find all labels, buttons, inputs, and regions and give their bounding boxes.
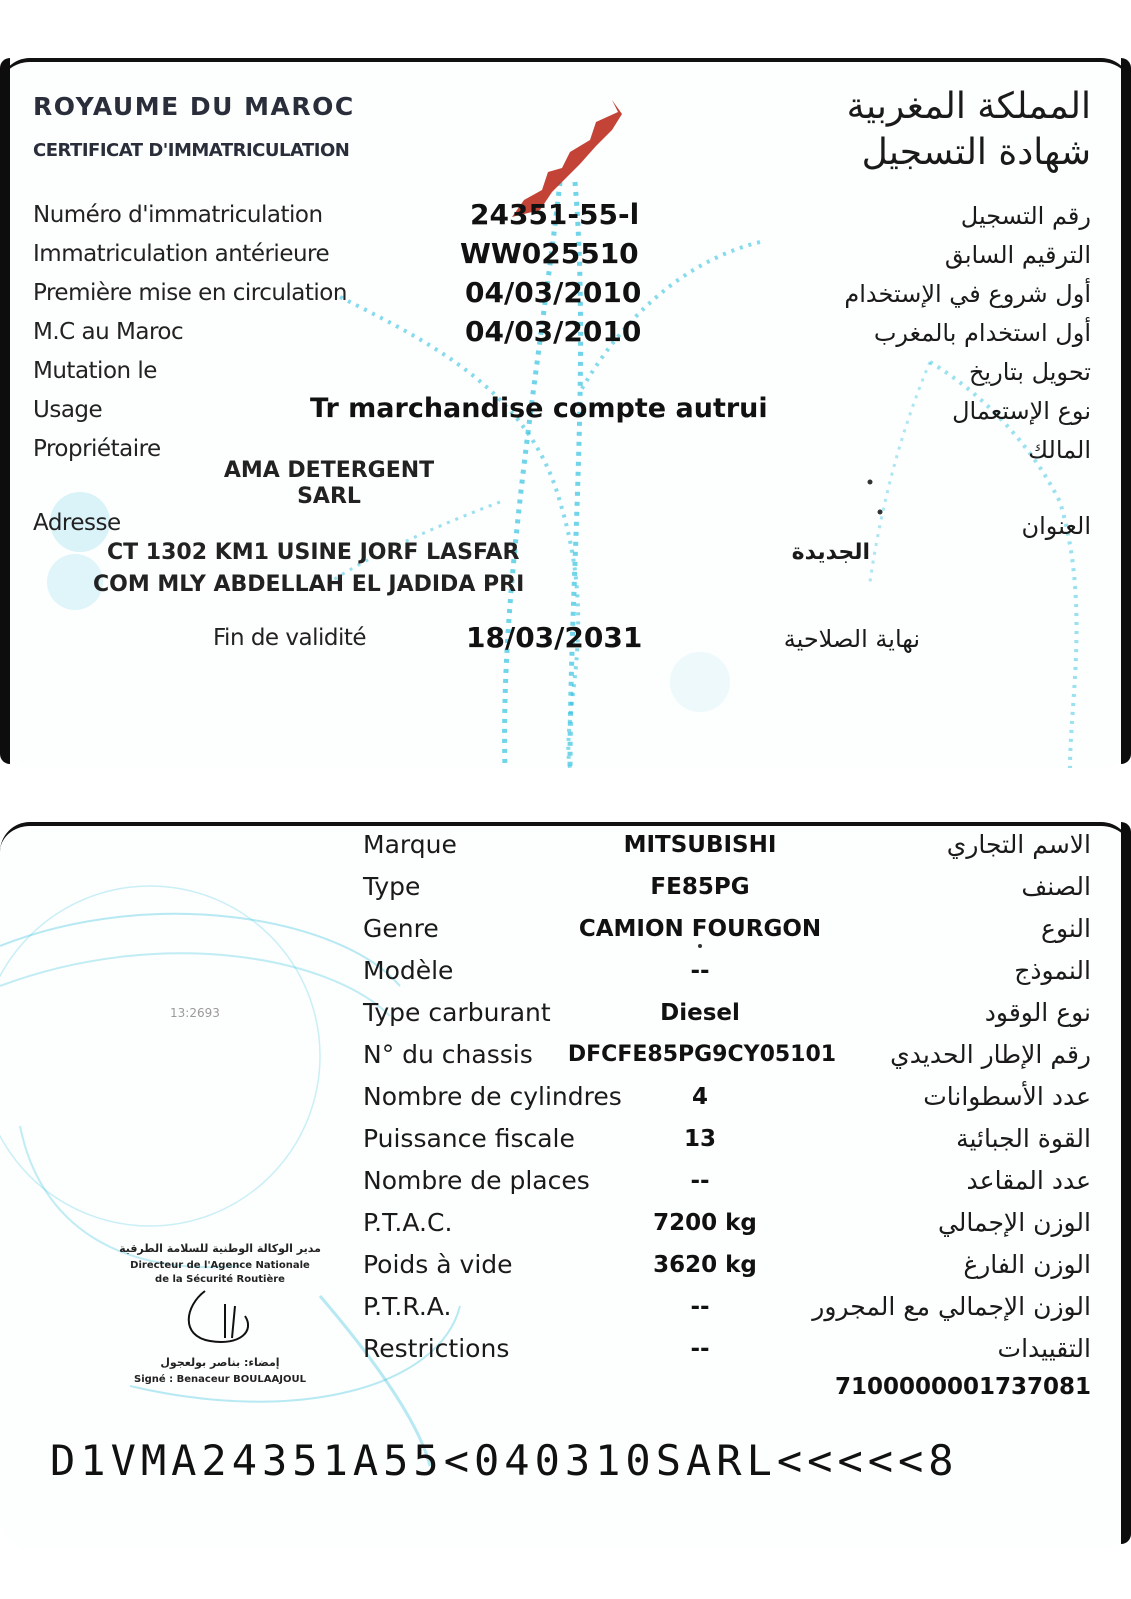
signature-title-fr1: Directeur de l'Agence Nationale (130, 1260, 310, 1271)
ptac-label: P.T.A.C. (363, 1208, 453, 1237)
serial-number: 7100000001737081 (834, 1374, 1091, 1400)
genre-label-ar: النوع (1041, 914, 1091, 943)
seats-label: Nombre de places (363, 1166, 590, 1195)
usage-value: Tr marchandise compte autrui (310, 393, 768, 424)
empty-weight-value: 3620 kg (653, 1252, 757, 1278)
ptra-label: P.T.R.A. (363, 1292, 452, 1321)
previous-registration-label: Immatriculation antérieure (33, 241, 330, 267)
marque-label: Marque (363, 830, 457, 859)
mutation-label-ar: تحويل بتاريخ (968, 358, 1091, 386)
address-city-ar: الجديدة (791, 540, 870, 565)
first-circulation-label: Première mise en circulation (33, 280, 347, 306)
usage-label-ar: نوع الإستعمال (952, 397, 1091, 425)
previous-registration-label-ar: الترقيم السابق (944, 241, 1091, 269)
empty-weight-label: Poids à vide (363, 1250, 513, 1279)
fuel-type-value: Diesel (660, 1000, 740, 1026)
fuel-type-label-ar: نوع الوقود (984, 998, 1091, 1027)
country-name-ar: المملكة المغربية (846, 86, 1091, 127)
card-edge-left (0, 58, 10, 764)
fuel-type-label: Type carburant (363, 998, 551, 1027)
owner-label: Propriétaire (33, 436, 161, 462)
seats-label-ar: عدد المقاعد (966, 1166, 1091, 1195)
address-label-ar: العنوان (1021, 512, 1091, 540)
signature-title-ar: مدير الوكالة الوطنية للسلامة الطرقية (119, 1242, 321, 1255)
country-name-fr: ROYAUME DU MAROC (33, 92, 355, 121)
owner-label-ar: المالك (1028, 436, 1091, 464)
machine-readable-zone: D1VMA24351A55<040310SARL<<<<<8 (50, 1436, 959, 1485)
validity-label: Fin de validité (213, 625, 367, 651)
type-label-ar: الصنف (1021, 872, 1091, 901)
type-label: Type (363, 872, 421, 901)
signed-by-fr: Signé : Benaceur BOULAAJOUL (134, 1374, 306, 1385)
signature-title-fr2: de la Sécurité Routière (155, 1274, 285, 1285)
restrictions-label: Restrictions (363, 1334, 510, 1363)
validity-value: 18/03/2031 (466, 621, 643, 654)
cylinders-label-ar: عدد الأسطوانات (923, 1082, 1091, 1111)
hologram-number: 13:2693 (170, 1006, 220, 1020)
cylinders-value: 4 (691, 1084, 708, 1110)
registration-card-back (0, 822, 1131, 1548)
ptac-label-ar: الوزن الإجمالي (937, 1208, 1091, 1237)
ptac-value: 7200 kg (653, 1210, 757, 1236)
card-edge-right-back (1121, 822, 1131, 1544)
registration-card-front (0, 58, 1131, 768)
marque-value: MITSUBISHI (623, 832, 777, 858)
previous-registration-value: WW025510 (460, 237, 639, 270)
fiscal-power-label: Puissance fiscale (363, 1124, 575, 1153)
card-edge-right (1121, 58, 1131, 764)
signed-by-ar: إمضاء: بناصر بولعجول (160, 1356, 280, 1369)
chassis-value: DFCFE85PG9CY05101 (567, 1042, 837, 1067)
chassis-label-ar: رقم الإطار الحديدي (890, 1040, 1091, 1069)
registration-number-label: Numéro d'immatriculation (33, 202, 323, 228)
modele-label-ar: النموذج (1014, 956, 1091, 985)
mc-maroc-label: M.C au Maroc (33, 319, 184, 345)
first-circulation-value: 04/03/2010 (465, 276, 642, 309)
address-line2: COM MLY ABDELLAH EL JADIDA PRI (93, 572, 525, 597)
genre-value: CAMION FOURGON (578, 916, 822, 942)
owner-name-line1: AMA DETERGENT (223, 458, 435, 483)
seats-value: -- (690, 1168, 710, 1194)
document-title-fr: CERTIFICAT D'IMMATRICULATION (33, 140, 350, 161)
mc-maroc-label-ar: أول استخدام بالمغرب (873, 319, 1091, 347)
modele-value: -- (690, 958, 710, 984)
type-value: FE85PG (650, 874, 750, 900)
modele-label: Modèle (363, 956, 454, 985)
ptra-value: -- (690, 1294, 710, 1320)
genre-label: Genre (363, 914, 439, 943)
fiscal-power-value: 13 (683, 1126, 716, 1152)
ptra-label-ar: الوزن الإجمالي مع المجرور (812, 1292, 1091, 1321)
usage-label: Usage (33, 397, 103, 423)
cylinders-label: Nombre de cylindres (363, 1082, 622, 1111)
restrictions-label-ar: التقييدات (997, 1334, 1091, 1363)
document-title-ar: شهادة التسجيل (861, 132, 1091, 173)
mutation-label: Mutation le (33, 358, 157, 384)
marque-label-ar: الاسم التجاري (946, 830, 1091, 859)
fiscal-power-label-ar: القوة الجبائية (956, 1124, 1091, 1153)
restrictions-value: -- (690, 1336, 710, 1362)
registration-number-label-ar: رقم التسجيل (960, 202, 1091, 230)
address-line1: CT 1302 KM1 USINE JORF LASFAR (107, 540, 520, 565)
registration-number-value: 24351-ا-55 (470, 198, 640, 231)
empty-weight-label-ar: الوزن الفارغ (963, 1250, 1091, 1279)
chassis-label: N° du chassis (363, 1040, 533, 1069)
owner-name-line2: SARL (297, 484, 361, 509)
mc-maroc-value: 04/03/2010 (465, 315, 642, 348)
first-circulation-label-ar: أول شروع في الإستخدام (844, 280, 1091, 308)
validity-label-ar: نهاية الصلاحية (783, 625, 920, 653)
address-label: Adresse (33, 510, 121, 536)
